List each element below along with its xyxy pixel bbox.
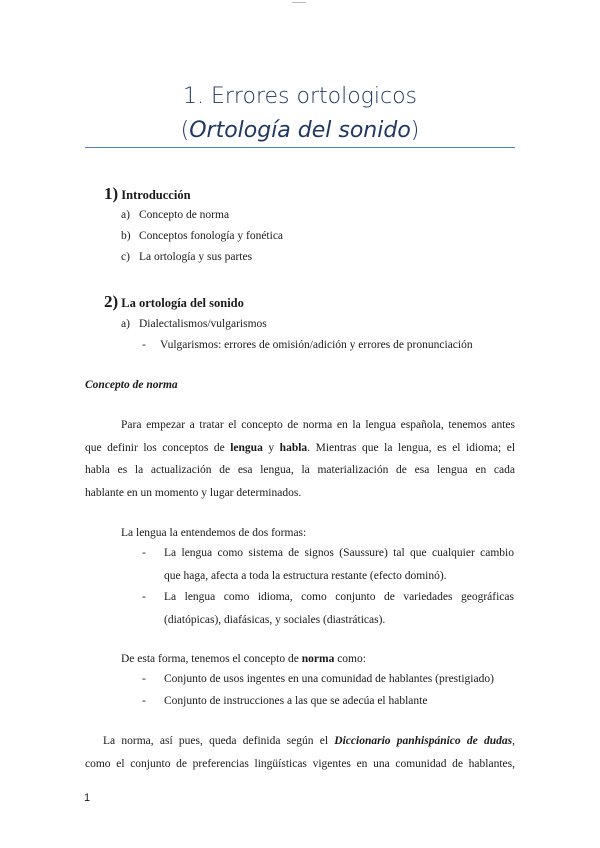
paragraph-1: Para empezar a tratar el concepto de norma en la lengua española, tenemos antes que definir los conceptos de lengua y habla. Mientras que la lengua, es el idioma; el habla es la actualización de esa lengua, la materialización de esa lengua en cada hablante en un momento y lugar determinados. [85,419,516,499]
paragraph-2-intro: La lengua la entendemos de dos formas: [121,527,307,539]
outline-item: c) La ortología y sus partes [121,251,253,263]
list-item: - Conjunto de instrucciones a las que se adecúa el hablante [142,695,428,707]
page-number: 1 [84,792,91,804]
outline-subitem: - Vulgarismos: errores de omisión/adición y errores de pronunciación [142,339,473,351]
outline-item: b) Conceptos fonología y fonética [121,230,284,242]
outline-section-1: 1) Introducción [104,184,191,203]
page-subtitle: (Ortología del sonido) [180,118,420,143]
outline-item: a) Dialectalismos/vulgarismos [121,318,267,330]
outline-section-2: 2) La ortología del sonido [104,292,244,311]
list-item: - La lengua como sistema de signos (Saussure) tal que cualquier cambio que haga, afecta a toda la estructura restante (efecto dominó). [142,547,514,582]
title-underline [85,147,515,148]
section-heading: Concepto de norma [85,379,178,391]
paragraph-3-intro: De esta forma, tenemos el concepto de norma como: [121,653,366,665]
header-mark [292,2,306,3]
outline-item: a) Concepto de norma [121,209,230,221]
page-title: 1. Errores ortologicos [183,84,417,109]
list-item: - La lengua como idioma, como conjunto de variedades geográficas (diatópicas), diafásicas, y sociales (diastráticas). [142,591,514,626]
list-item: - Conjunto de usos ingentes en una comunidad de hablantes (prestigiado) [142,673,494,685]
paragraph-4: La norma, así pues, queda definida según el Diccionario panhispánico de dudas, como el conjunto de preferencias lingüísticas vigentes en una comunidad de hablantes, [85,735,515,770]
